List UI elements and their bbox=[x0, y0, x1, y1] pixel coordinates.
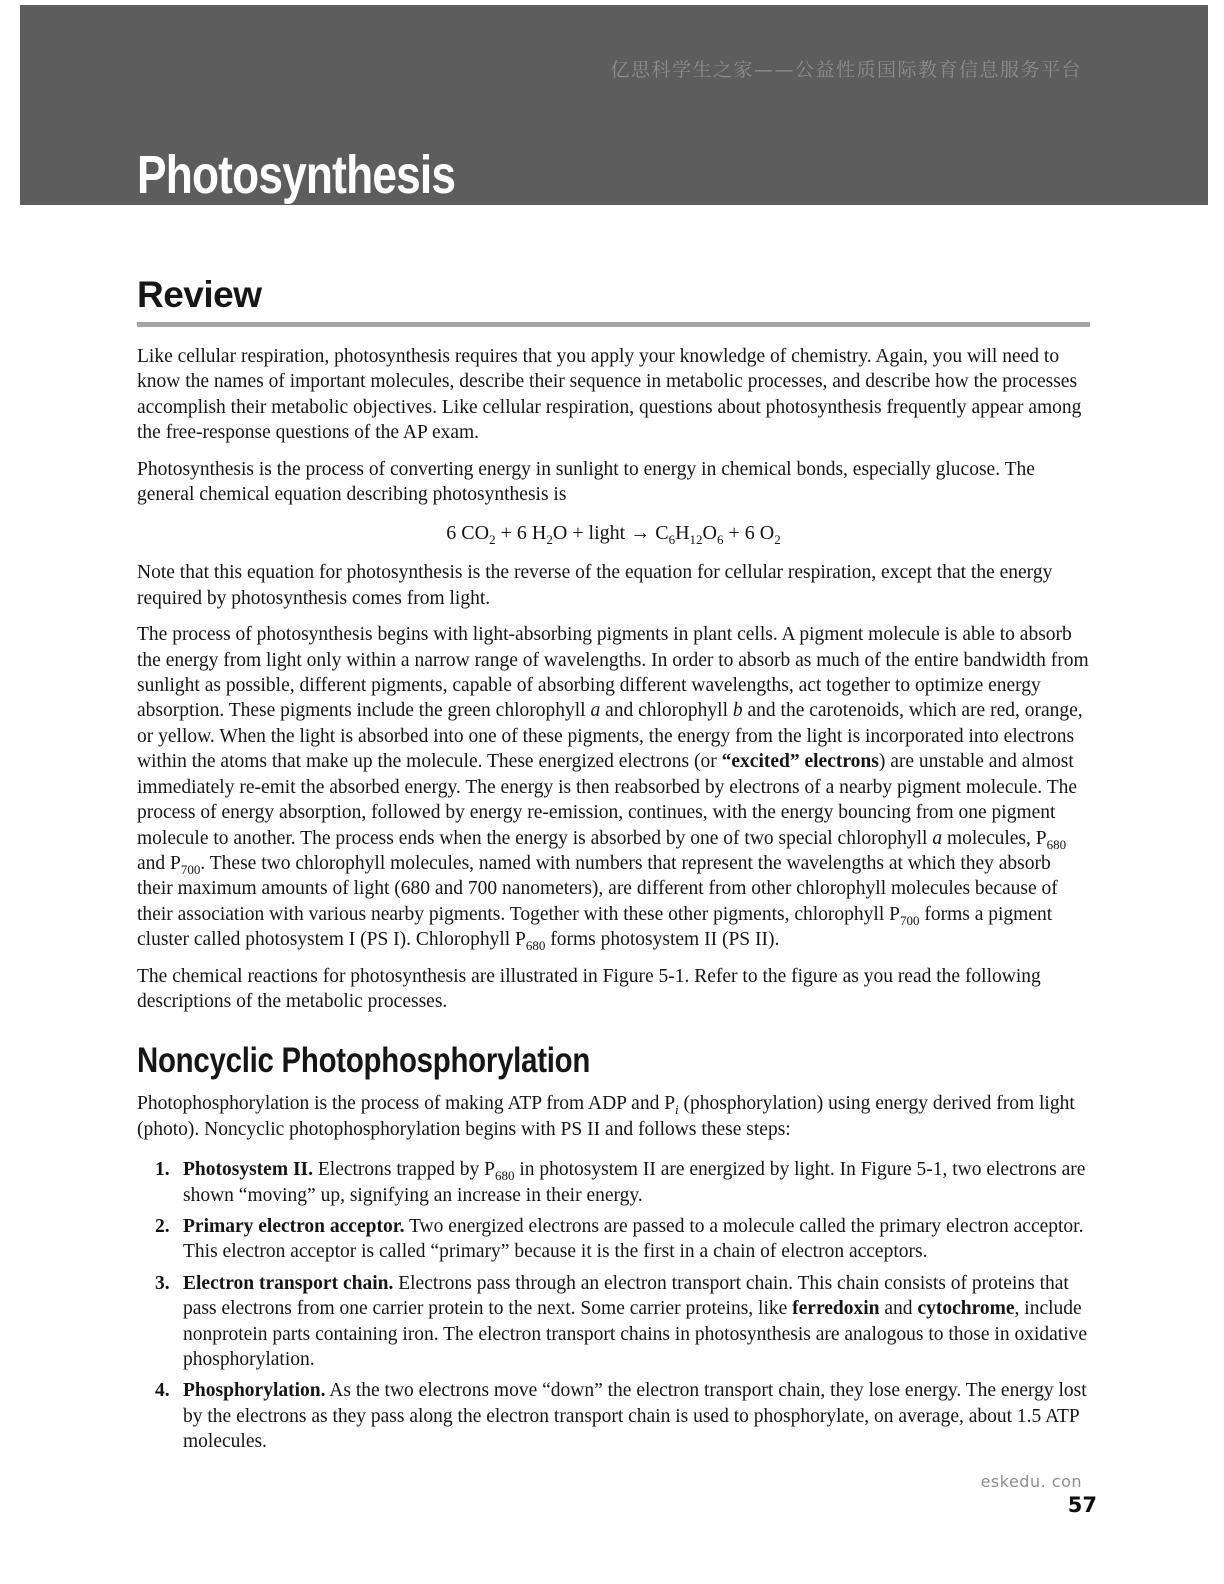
section-heading-noncyclic: Noncyclic Photophosphorylation bbox=[137, 1041, 591, 1081]
chapter-header-band bbox=[20, 5, 1208, 205]
list-item-number: 4. bbox=[155, 1380, 170, 1402]
paragraph-note: Note that this equation for photosynthesis is the reverse of the equation for cellular respiration, except that the energy required by photosynthesis comes from light. bbox=[137, 562, 1053, 609]
paragraph-photophosphorylation: Photophosphorylation is the process of making ATP from ADP and $P_i$ (phosphorylation) using energy derived from light (photo). Noncyclic photophosphorylation begins with PS II and follows these steps: bbox=[137, 1093, 1075, 1140]
chemical-equation: 6 $CO_2 + 6$ $H_2O$ + light → $C_6H_{12}O_6 + 6$ $O_2$ bbox=[446, 522, 781, 548]
footer-page-number: 57 bbox=[1067, 1493, 1097, 1517]
paragraph-pigments: The process of photosynthesis begins with light-absorbing pigments in plant cells. A pigment molecule is able to absorb the energy from light only within a narrow range of wavelengths. In order to absorb as much of the entire bandwidth from sunlight as possible, different pigments, capable of absorbing different wavelengths, act together to optimize energy absorption. These pigments include the green chlorophyll a and chlorophyll b and the carotenoids, which are red, orange, or yellow. When the light is absorbed into one of these pigments, the energy from the light is incorporated into electrons within the atoms that make up the molecule. These energized electrons (or “excited” electrons) are unstable and almost immediately re-emit the absorbed energy. The energy is then reabsorbed by electrons of a nearby pigment molecule. The process of energy absorption, followed by energy re-emission, continues, with the energy bouncing from one pigment molecule to another. The process ends when the energy is absorbed by one of two special chlorophyll a molecules, $P_{680}$ and $P_{700}$. These two chlorophyll molecules, named with numbers that represent the wavelengths at which they absorb their maximum amounts of light (680 and 700 nanometers), are different from other chlorophyll molecules because of their association with various nearby pigments. Together with these other pigments, chlorophyll $P_{700}$ forms a pigment cluster called photosystem I (PS I). Chlorophyll $P_{680}$ forms photosystem II (PS II). bbox=[137, 624, 1089, 954]
list-item-number: 3. bbox=[155, 1272, 170, 1294]
chapter-title: Photosynthesis bbox=[137, 144, 456, 205]
paragraph-figure-reference: The chemical reactions for photosynthesis are illustrated in Figure 5-1. Refer to the figure as you read the following descriptions of the metabolic processes. bbox=[137, 965, 1041, 1012]
list-item-text: Primary electron acceptor. Two energized electrons are passed to a molecule called the primary electron acceptor. This electron acceptor is called “primary” because it is the first in a chain of electron acceptors. bbox=[183, 1215, 1084, 1263]
list-item-number: 1. bbox=[155, 1159, 170, 1181]
watermark-text: 亿思科学生之家——公益性质国际教育信息服务平台 bbox=[610, 59, 1082, 81]
section-divider-rule bbox=[137, 322, 1090, 327]
list-item-primary-electron-acceptor bbox=[137, 1214, 1090, 1265]
list-item-electron-transport-chain bbox=[137, 1271, 1090, 1373]
list-item-photosystem-ii bbox=[137, 1157, 1090, 1208]
list-item-text: Phosphorylation. As the two electrons move “down” the electron transport chain, they lose energy. The energy lost by the electrons as they pass along the electron transport chain is used to phosphorylate, on average, about 1.5 ATP molecules. bbox=[183, 1380, 1087, 1453]
steps-list bbox=[137, 1157, 1090, 1454]
paragraph-process: Photosynthesis is the process of converting energy in sunlight to energy in chemical bonds, especially glucose. The general chemical equation describing photosynthesis is bbox=[137, 458, 1035, 506]
footer-site-text: eskedu. con bbox=[980, 1472, 1082, 1491]
document-content bbox=[137, 276, 1090, 1461]
list-item-text: Photosystem II. Electrons trapped by $P_{680}$ in photosystem II are energized by light. In Figure 5-1, two electrons are shown “moving” up, signifying an increase in their energy. bbox=[183, 1159, 1086, 1206]
list-item-number: 2. bbox=[155, 1215, 170, 1237]
list-item-phosphorylation bbox=[137, 1378, 1090, 1454]
section-heading-review: Review bbox=[137, 274, 262, 315]
list-item-text: Electron transport chain. Electrons pass through an electron transport chain. This chain consists of proteins that pass electrons from one carrier protein to the next. Some carrier proteins, like ferredoxin and cytochrome, include nonprotein parts containing iron. The electron transport chains in photosynthesis are analogous to those in oxidative phosphorylation. bbox=[183, 1272, 1088, 1370]
paragraph-intro: Like cellular respiration, photosynthesis requires that you apply your knowledge of chemistry. Again, you will need to know the names of important molecules, describe their sequence in metabolic processes, and describe how the processes accomplish their metabolic objectives. Like cellular respiration, questions about photosynthesis frequently appear among the free-response questions of the AP exam. bbox=[137, 346, 1082, 444]
